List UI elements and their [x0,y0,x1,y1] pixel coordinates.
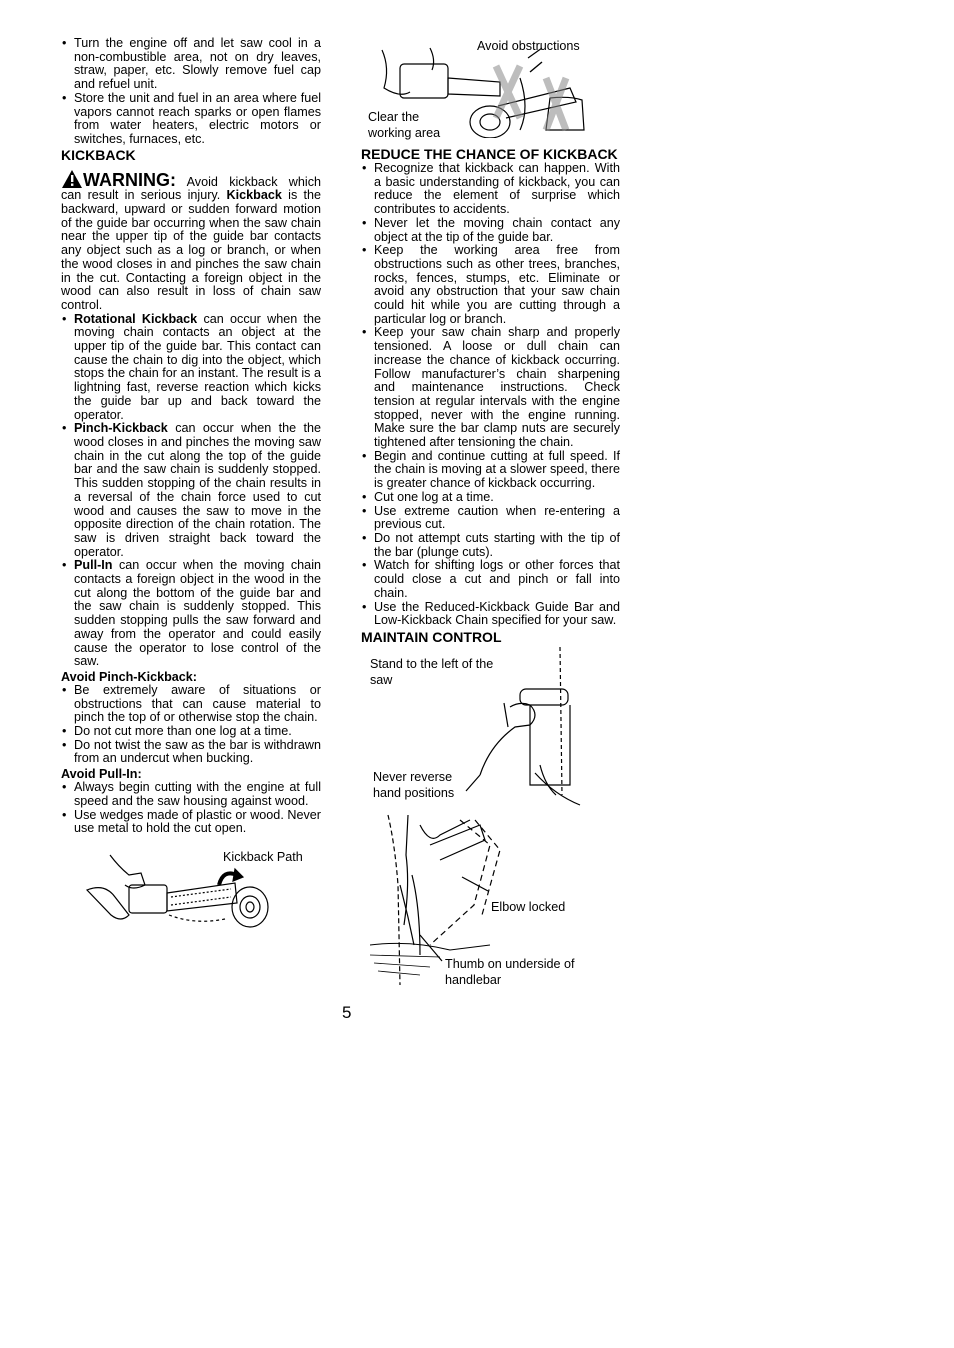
avoid-pull-list [61,781,321,836]
list-item [61,422,321,559]
clear-area-caption: Clear the working area [368,110,441,140]
right-column [361,146,620,645]
intro-bullet-list [61,37,321,147]
maintain-control-heading: MAINTAIN CONTROL [361,628,502,645]
elbow-locked-caption: Elbow locked [491,900,566,914]
list-item: • Use extreme caution when re-entering a previous cut. [361,505,620,532]
stand-left-caption: Stand to the left of the saw [370,657,494,687]
avoid-pinch-heading: Avoid Pinch-Kickback: [61,669,197,684]
list-item: • Keep your saw chain sharp and properly tensioned. A loose or dull chain can increase the chance of kickback occurring. Follow manufacturer’s chain sharpening and maintenance instructions. Check tension at regular intervals with the engine stopped, never with the engine running. Make sure the bar clamp nuts are securely tightened after tensioning the chain. [361,326,620,449]
term: Rotational Kickback [74,311,198,326]
reduce-kickback-list [361,162,620,628]
kickback-term: Kickback [226,188,282,203]
never-reverse-caption: Never reverse hand positions [373,770,455,800]
term-text: can occur when the moving chain contacts an object at the upper tip of the guide bar. This contact can cause the chain to dig into the object, which stops the chain for an instant. The result is a lightning fast, reverse reaction which kicks the guide bar up and back toward the operator. [74,311,321,422]
list-item: • Do not twist the saw as the bar is withdrawn from an undercut when bucking. [61,739,321,766]
list-item: • Begin and continue cutting at full speed. If the chain is moving at a slower speed, there is greater chance of kickback occurring. [361,450,620,491]
list-item: • Store the unit and fuel in an area where fuel vapors cannot reach sparks or open flames from water heaters, electric motors or switches, furnaces, etc. [61,92,321,147]
list-item: • Always begin cutting with the engine at full speed and the saw housing against wood. [61,781,321,808]
maintain-control-illustration [370,645,600,990]
warning-label: WARNING: [83,169,176,190]
list-item: • Never let the moving chain contact any object at the tip of the guide bar. [361,217,620,244]
list-item: • Cut one log at a time. [361,491,620,505]
list-item [61,313,321,423]
list-item: • Turn the engine off and let saw cool in a non-combustible area, not on dry leaves, straw, paper, etc. Slowly remove fuel cap and refuel unit. [61,37,321,92]
list-item: • Use the Reduced-Kickback Guide Bar and Low-Kickback Chain specified for your saw. [361,601,620,628]
kickback-heading: KICKBACK [61,146,136,163]
warning-paragraph [61,169,321,313]
kickback-types-list [61,313,321,669]
kickback-path-caption: Kickback Path [223,850,303,864]
list-item: • Recognize that kickback can happen. With a basic understanding of kickback, you can reduce the element of surprise which contributes to accidents. [361,162,620,217]
list-item: • Watch for shifting logs or other forces that could close a cut and pinch or fall into chain. [361,559,620,600]
thumb-caption: Thumb on underside of handlebar [445,957,575,987]
avoid-obstructions-caption: Avoid obstructions [477,39,580,53]
term: Pull-In [74,558,113,573]
left-column [61,37,321,836]
avoid-pinch-list [61,684,321,766]
term-text: can occur when the moving chain contacts a foreign object in the wood in the cut along the bottom of the guide bar and the saw chain is suddenly stopped. This sudden stopping pulls the saw forward and away from the operator and could easily cause the operator to lose control of the saw. [74,558,321,669]
warning-icon [61,169,83,189]
list-item: • Do not attempt cuts starting with the tip of the bar (plunge cuts). [361,532,620,559]
warning-text-cont: is the backward, upward or sudden forward motion of the guide bar occurring when the saw chain near the upper tip of the guide bar contacts any object such as a log or branch, or when the wood closes in and pinches the saw chain in the cut. Contacting a foreign object in the wood can also result in loss of chain saw control. [61,188,322,312]
avoid-pull-heading: Avoid Pull-In: [61,767,142,782]
list-item: • Be extremely aware of situations or obstructions that can cause material to pinch the top of or otherwise stop the chain. [61,684,321,725]
reduce-kickback-heading: REDUCE THE CHANCE OF KICKBACK [361,146,618,162]
list-item [61,559,321,669]
list-item: • Use wedges made of plastic or wood. Never use metal to hold the cut open. [61,809,321,836]
term: Pinch-Kickback [74,421,168,436]
page-number: 5 [342,1003,352,1022]
term-text: can occur when the the wood closes in and pinches the moving saw chain in the cut along the top of the guide bar and the saw chain is suddenly stopped. This sudden stopping of the chain results in a reversal of the chain force used to cut wood and causes the saw to move in the opposite direction of the chain rotation. The saw is driven straight back toward the operator. [74,421,322,559]
list-item: • Keep the working area free from obstructions such as other trees, branches, rocks, fences, stumps, etc. Eliminate or avoid any obstruction that your saw chain could hit while you are cutting through a particular log or branch. [361,244,620,326]
warning-text: Avoid kickback which can result in serious injury. [61,174,322,203]
list-item: • Do not cut more than one log at a time. [61,725,321,739]
